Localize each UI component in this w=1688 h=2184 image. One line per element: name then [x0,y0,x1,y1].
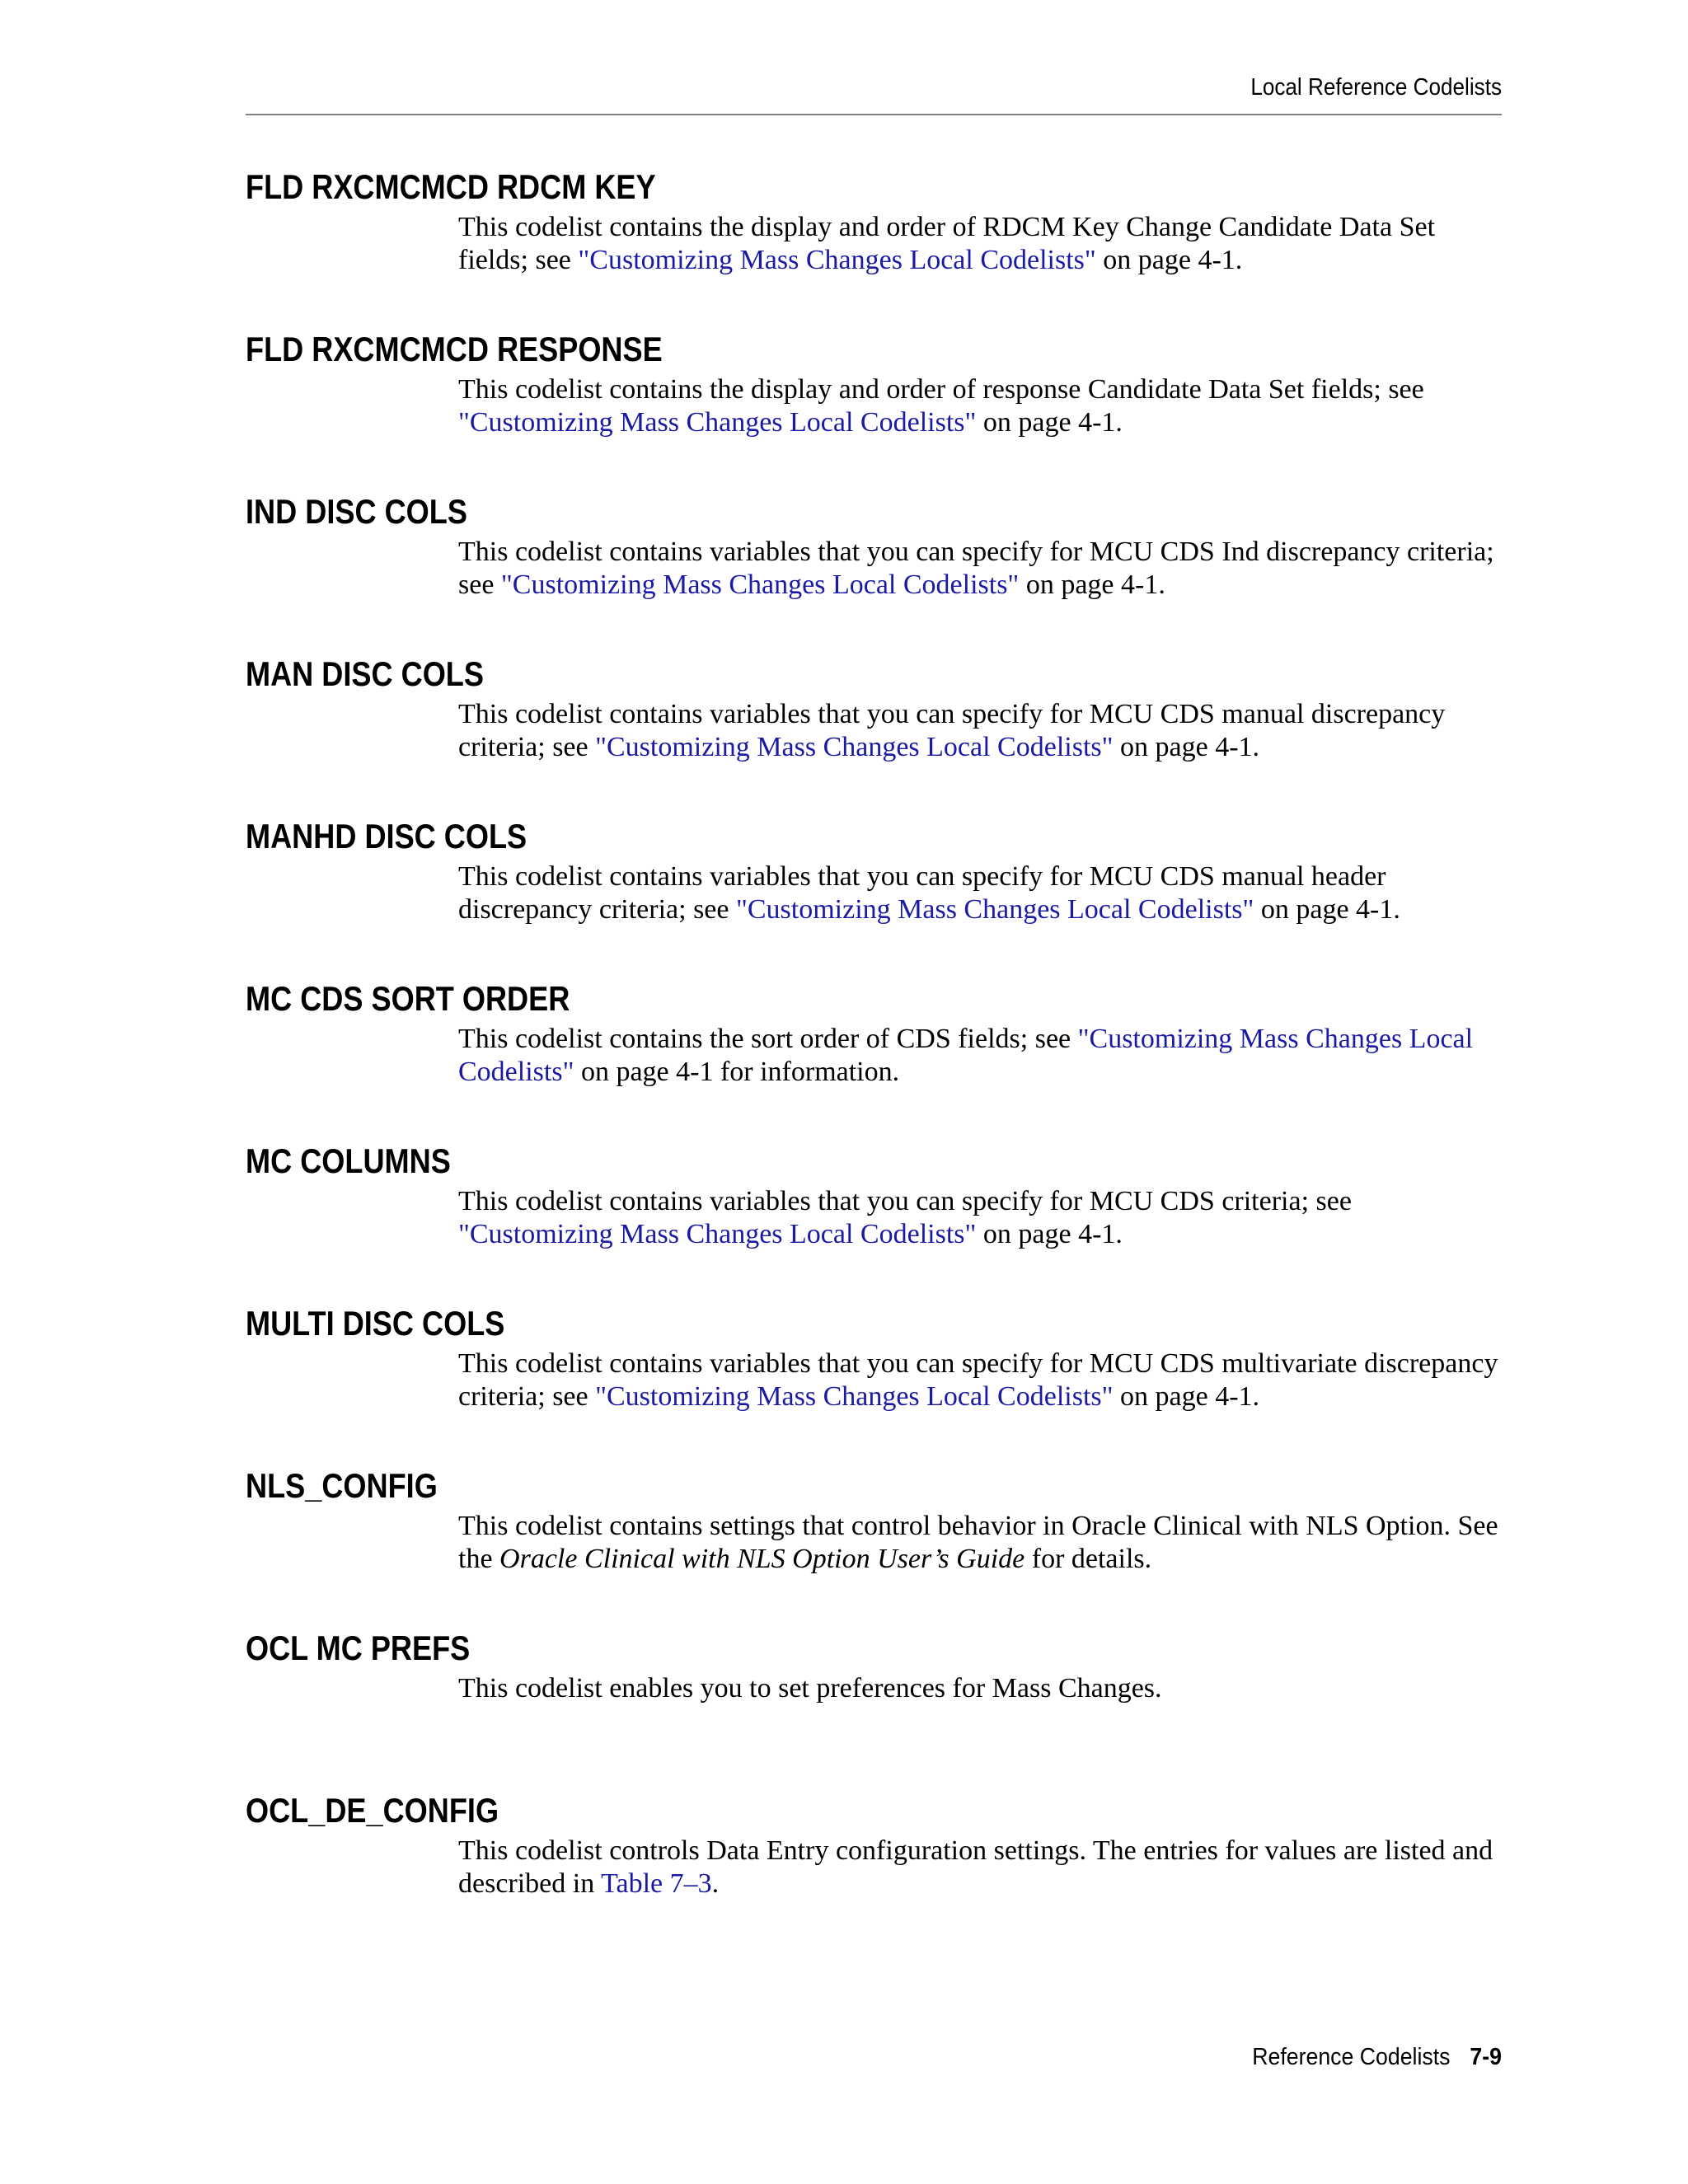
entry-heading: MULTI DISC COLS [246,1304,505,1343]
description-text: on page 4-1. [1254,894,1400,925]
cross-reference-link[interactable]: "Customizing Mass Changes Local Codelists" [458,1219,977,1249]
entry-description [458,1510,1502,1576]
entry-ind-disc-cols [246,490,1502,652]
cross-reference-link[interactable]: "Customizing Mass Changes Local Codelists" [735,894,1254,925]
description-text: for details. [1025,1544,1152,1574]
description-text: This codelist contains the sort order of CDS fields; see [458,1024,1078,1054]
entry-nls-config [246,1464,1502,1626]
cross-reference-link[interactable]: "Customizing Mass Changes Local Codelists" [500,569,1020,600]
entry-heading: FLD RXCMCMCD RDCM KEY [246,167,656,206]
entry-description [458,373,1502,439]
entry-mc-cds-sort-order [246,977,1502,1139]
entry-heading: MAN DISC COLS [246,654,484,693]
description-text: This codelist controls Data Entry configuration settings. The entries for values are listed and described in [458,1835,1493,1899]
entry-description [458,698,1502,764]
entry-description [458,1835,1502,1900]
entry-ocl-mc-prefs [246,1626,1502,1788]
header-rule [246,114,1502,115]
entry-description [458,1023,1502,1089]
entry-heading: MC COLUMNS [246,1141,451,1180]
entry-heading: OCL_DE_CONFIG [246,1791,499,1830]
codelist-entries [246,165,1502,1951]
description-text: This codelist contains variables that you can specify for MCU CDS criteria; see [458,1186,1352,1216]
description-text: on page 4-1. [976,1219,1123,1249]
entry-ocl-de-config [246,1788,1502,1951]
entry-description [458,536,1502,602]
book-title: Oracle Clinical with NLS Option User’s Guide [499,1544,1025,1574]
footer-section-title: Reference Codelists [1252,2044,1451,2070]
description-text: This codelist contains variables that you can specify for MCU CDS multivariate discrepancy criteria; see [458,1348,1498,1412]
entry-man-disc-cols [246,652,1502,814]
description-text: This codelist contains variables that you can specify for MCU CDS Ind discrepancy criteria; see [458,537,1494,600]
entry-heading: FLD RXCMCMCD RESPONSE [246,330,663,368]
entry-heading: MANHD DISC COLS [246,817,528,855]
page-footer [346,2041,1502,2074]
running-header: Local Reference Codelists [1250,74,1502,101]
cross-reference-link[interactable]: "Customizing Mass Changes Local Codelists" [458,1024,1474,1087]
description-text: This codelist enables you to set preferences for Mass Changes. [458,1673,1162,1704]
entry-description [458,1347,1502,1413]
entry-multi-disc-cols [246,1301,1502,1464]
cross-reference-link[interactable]: "Customizing Mass Changes Local Codelists" [578,245,1096,275]
description-text: This codelist contains the display and order of response Candidate Data Set fields; see [458,374,1424,405]
entry-mc-columns [246,1139,1502,1301]
description-text: on page 4-1. [976,407,1123,438]
description-text: on page 4-1. [1113,732,1260,762]
description-text: on page 4-1. [1095,245,1243,275]
description-text: This codelist contains settings that control behavior in Oracle Clinical with NLS Option. See the [458,1511,1498,1574]
entry-description [458,211,1502,277]
cross-reference-link[interactable]: "Customizing Mass Changes Local Codelists" [595,732,1114,762]
description-text: This codelist contains variables that you can specify for MCU CDS manual header discrepancy criteria; see [458,861,1386,925]
cross-reference-link[interactable]: "Customizing Mass Changes Local Codelists" [595,1381,1114,1412]
entry-heading: NLS_CONFIG [246,1466,438,1505]
table-reference-link[interactable]: Table 7–3 [601,1868,712,1899]
entry-description [458,1672,1502,1705]
entry-heading: MC CDS SORT ORDER [246,979,570,1018]
cross-reference-link[interactable]: "Customizing Mass Changes Local Codelists" [458,407,977,438]
entry-description [458,860,1502,926]
entry-description [458,1185,1502,1251]
page-number: 7-9 [1470,2044,1502,2070]
description-text: on page 4-1 for information. [574,1057,900,1087]
entry-heading: OCL MC PREFS [246,1629,471,1667]
entry-manhd-disc-cols [246,814,1502,977]
entry-heading: IND DISC COLS [246,492,467,531]
description-text: on page 4-1. [1113,1381,1260,1412]
description-text: This codelist contains variables that you can specify for MCU CDS manual discrepancy criteria; see [458,699,1446,762]
entry-fld-rxcmcmcd-response [246,327,1502,490]
entry-fld-rxcmcmcd-rdcm-key [246,165,1502,327]
description-text: on page 4-1. [1019,569,1165,600]
description-text: . [711,1868,720,1899]
description-text: This codelist contains the display and order of RDCM Key Change Candidate Data Set fields; see [458,212,1436,275]
